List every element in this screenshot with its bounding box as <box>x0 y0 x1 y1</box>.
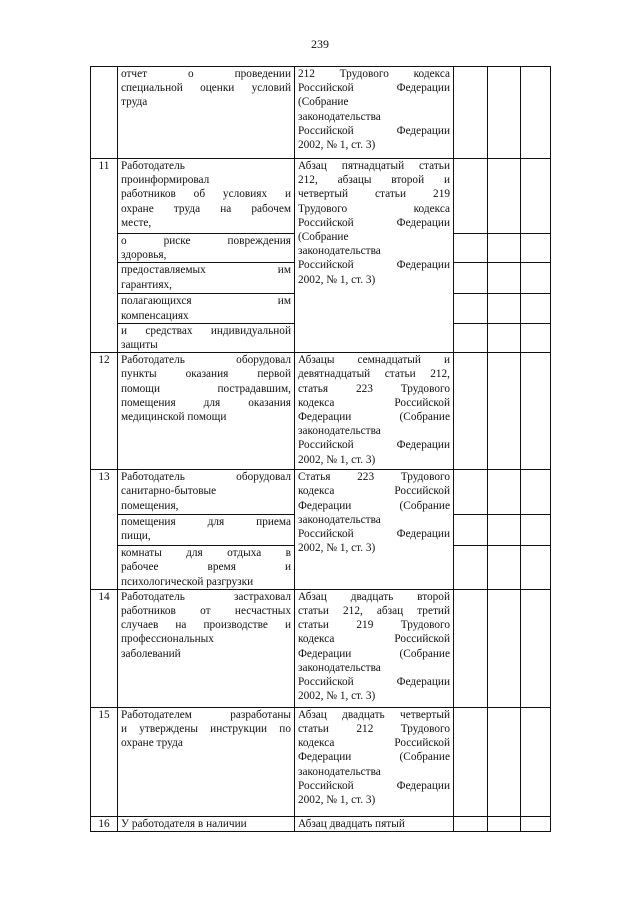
answer-yes-cell[interactable] <box>454 159 488 234</box>
requirement-text: и средствах индивидуальной <box>121 324 291 337</box>
answer-na-cell[interactable] <box>521 353 551 470</box>
answer-yes-cell[interactable] <box>454 470 488 515</box>
requirement-text: Работодатель <box>121 160 185 172</box>
requirement-text: охране труда <box>121 737 183 750</box>
requirement-text: работников от несчастных <box>121 605 291 618</box>
legal-reference-text: статьи 212, абзац третий <box>298 605 450 618</box>
answer-yes-cell[interactable] <box>454 234 488 263</box>
legal-reference-text: кодекса Российской <box>298 633 450 646</box>
legal-reference-text: законодательства <box>298 661 381 674</box>
answer-na-cell[interactable] <box>521 546 551 590</box>
requirement-cell <box>118 470 295 515</box>
requirement-cell <box>118 294 295 323</box>
answer-no-cell[interactable] <box>488 546 521 590</box>
answer-no-cell[interactable] <box>488 234 521 263</box>
row-number <box>91 67 118 159</box>
requirement-text: специальной оценки условий <box>121 82 291 95</box>
answer-no-cell[interactable] <box>488 263 521 294</box>
requirement-text: медицинской помощи <box>121 411 227 424</box>
legal-reference-text: Федерации (Собрание <box>298 647 450 660</box>
legal-reference-text: законодательства <box>298 765 381 778</box>
legal-reference-cell <box>295 589 454 707</box>
legal-reference-text: Российской Федерации <box>298 216 450 229</box>
legal-reference-text: кодекса Российской <box>298 485 450 498</box>
requirement-cell <box>118 589 295 707</box>
legal-reference-text: Федерации (Собрание <box>298 411 450 424</box>
answer-na-cell[interactable] <box>521 816 551 831</box>
requirement-text: полагающихся им <box>121 295 291 308</box>
legal-reference-text: 2002, № 1, ст. 3) <box>298 794 376 807</box>
table-row <box>91 159 551 234</box>
legal-reference-text: Российской Федерации <box>298 82 450 95</box>
answer-na-cell[interactable] <box>521 159 551 234</box>
requirement-cell <box>118 707 295 816</box>
row-number: 13 <box>91 470 118 590</box>
legal-reference-text: (Собрание <box>298 231 349 244</box>
requirement-text: отчет о проведении <box>121 68 291 80</box>
legal-reference-text: законодательства <box>298 110 381 123</box>
answer-no-cell[interactable] <box>488 707 521 816</box>
requirement-cell <box>118 816 295 831</box>
requirement-text: санитарно-бытовые <box>121 485 217 498</box>
answer-no-cell[interactable] <box>488 515 521 546</box>
answer-na-cell[interactable] <box>521 707 551 816</box>
requirement-text: случаев на производстве и <box>121 619 291 632</box>
answer-yes-cell[interactable] <box>454 589 488 707</box>
answer-yes-cell[interactable] <box>454 353 488 470</box>
legal-reference-cell <box>295 159 454 353</box>
row-number: 16 <box>91 816 118 831</box>
legal-reference-cell <box>295 707 454 816</box>
answer-yes-cell[interactable] <box>454 294 488 323</box>
answer-na-cell[interactable] <box>521 234 551 263</box>
answer-no-cell[interactable] <box>488 589 521 707</box>
legal-reference-text: 212, абзацы второй и <box>298 174 450 187</box>
legal-reference-text: 2002, № 1, ст. 3) <box>298 453 376 466</box>
requirement-cell <box>118 234 295 263</box>
requirement-text: здоровья, <box>121 249 167 262</box>
requirement-text: профессиональных <box>121 633 214 646</box>
legal-reference-text: Российской Федерации <box>298 779 450 792</box>
legal-reference-cell <box>295 353 454 470</box>
checklist-table <box>90 66 551 832</box>
legal-reference-text: законодательства <box>298 245 381 258</box>
requirement-text: комнаты для отдыха в <box>121 547 291 560</box>
answer-no-cell[interactable] <box>488 159 521 234</box>
legal-reference-text: Абзац пятнадцатый статьи <box>298 160 450 172</box>
requirement-text: пункты оказания первой <box>121 368 291 381</box>
requirement-cell <box>118 546 295 590</box>
legal-reference-text: Абзац двадцать второй <box>298 590 450 603</box>
legal-reference-text: кодекса Российской <box>298 737 450 750</box>
answer-no-cell[interactable] <box>488 816 521 831</box>
legal-reference-cell <box>295 470 454 590</box>
requirement-text: проинформировал <box>121 174 210 187</box>
legal-reference-text: Абзац двадцать четвертый <box>298 708 450 721</box>
requirement-text: Работодателем разработаны <box>121 708 291 721</box>
legal-reference-text: 2002, № 1, ст. 3) <box>298 690 376 703</box>
legal-reference-text: статьи 219 Трудового <box>298 619 450 632</box>
requirement-cell <box>118 515 295 546</box>
requirement-text: защиты <box>121 339 158 352</box>
legal-reference-text: Статья 223 Трудового <box>298 471 450 484</box>
legal-reference-cell <box>295 67 454 159</box>
requirement-text: компенсациях <box>121 309 189 322</box>
legal-reference-text: Российской Федерации <box>298 259 450 272</box>
requirement-text: Работодатель оборудовал <box>121 354 291 367</box>
requirement-text: и утверждены инструкции по <box>121 723 291 736</box>
answer-no-cell[interactable] <box>488 323 521 352</box>
answer-na-cell[interactable] <box>521 67 551 159</box>
row-number: 15 <box>91 707 118 816</box>
legal-reference-text: Абзац двадцать пятый <box>298 817 405 830</box>
answer-yes-cell[interactable] <box>454 323 488 352</box>
requirement-cell <box>118 353 295 470</box>
legal-reference-text: Российской Федерации <box>298 124 450 137</box>
legal-reference-text: законодательства <box>298 513 381 526</box>
requirement-text: У работодателя в наличии <box>121 817 247 830</box>
answer-yes-cell[interactable] <box>454 67 488 159</box>
legal-reference-text: 2002, № 1, ст. 3) <box>298 273 376 286</box>
legal-reference-text: Абзацы семнадцатый и <box>298 354 450 367</box>
requirement-text: Работодатель застраховал <box>121 590 291 603</box>
requirement-text: помещения для приема <box>121 516 291 529</box>
answer-na-cell[interactable] <box>521 323 551 352</box>
answer-yes-cell[interactable] <box>454 546 488 590</box>
requirement-text: рабочее время и <box>121 561 291 574</box>
requirement-text: гарантиях, <box>121 278 173 291</box>
legal-reference-text: 2002, № 1, ст. 3) <box>298 139 376 152</box>
legal-reference-text: девятнадцатый статьи 212, <box>298 368 450 381</box>
table-row <box>91 67 551 159</box>
page-number: 239 <box>311 37 329 51</box>
table-row <box>91 353 551 470</box>
legal-reference-text: законодательства <box>298 425 381 438</box>
table-row <box>91 707 551 816</box>
answer-yes-cell[interactable] <box>454 263 488 294</box>
requirement-cell <box>118 67 295 159</box>
requirement-cell <box>118 263 295 294</box>
requirement-text: предоставляемых им <box>121 264 291 277</box>
answer-yes-cell[interactable] <box>454 707 488 816</box>
answer-yes-cell[interactable] <box>454 816 488 831</box>
answer-na-cell[interactable] <box>521 263 551 294</box>
requirement-text: труда <box>121 96 148 109</box>
legal-reference-text: кодекса Российской <box>298 396 450 409</box>
legal-reference-text: (Собрание <box>298 96 349 109</box>
requirement-text: работников об условиях и <box>121 188 291 201</box>
row-number: 14 <box>91 589 118 707</box>
requirement-cell <box>118 159 295 234</box>
legal-reference-text: Российской Федерации <box>298 528 450 541</box>
answer-na-cell[interactable] <box>521 470 551 515</box>
requirement-text: Работодатель оборудовал <box>121 471 291 484</box>
legal-reference-text: Российской Федерации <box>298 439 450 452</box>
requirement-cell <box>118 323 295 352</box>
legal-reference-text: Российской Федерации <box>298 676 450 689</box>
answer-na-cell[interactable] <box>521 515 551 546</box>
table-row <box>91 816 551 831</box>
answer-no-cell[interactable] <box>488 67 521 159</box>
requirement-text: о риске повреждения <box>121 235 291 247</box>
answer-no-cell[interactable] <box>488 470 521 515</box>
table-row <box>91 470 551 515</box>
requirement-text: психологической разгрузки <box>121 575 254 588</box>
legal-reference-text: 2002, № 1, ст. 3) <box>298 542 376 555</box>
requirement-text: помещения, <box>121 499 179 512</box>
row-number: 12 <box>91 353 118 470</box>
answer-yes-cell[interactable] <box>454 515 488 546</box>
requirement-text: охране труда на рабочем <box>121 202 291 215</box>
legal-reference-text: статья 223 Трудового <box>298 382 450 395</box>
requirement-text: помощи пострадавшим, <box>121 382 291 395</box>
legal-reference-text: 212 Трудового кодекса <box>298 68 450 80</box>
table-row <box>91 589 551 707</box>
legal-reference-text: Трудового кодекса <box>298 202 450 215</box>
row-number: 11 <box>91 159 118 353</box>
answer-na-cell[interactable] <box>521 589 551 707</box>
answer-na-cell[interactable] <box>521 294 551 323</box>
requirement-text: помещения для оказания <box>121 396 291 409</box>
requirement-text: пищи, <box>121 530 151 543</box>
legal-reference-cell <box>295 816 454 831</box>
checklist-body <box>91 67 551 832</box>
legal-reference-text: Федерации (Собрание <box>298 751 450 764</box>
requirement-text: заболеваний <box>121 647 181 660</box>
answer-no-cell[interactable] <box>488 353 521 470</box>
legal-reference-text: статьи 212 Трудового <box>298 723 450 736</box>
answer-no-cell[interactable] <box>488 294 521 323</box>
legal-reference-text: четвертый статьи 219 <box>298 188 450 201</box>
requirement-text: месте, <box>121 216 152 229</box>
legal-reference-text: Федерации (Собрание <box>298 499 450 512</box>
